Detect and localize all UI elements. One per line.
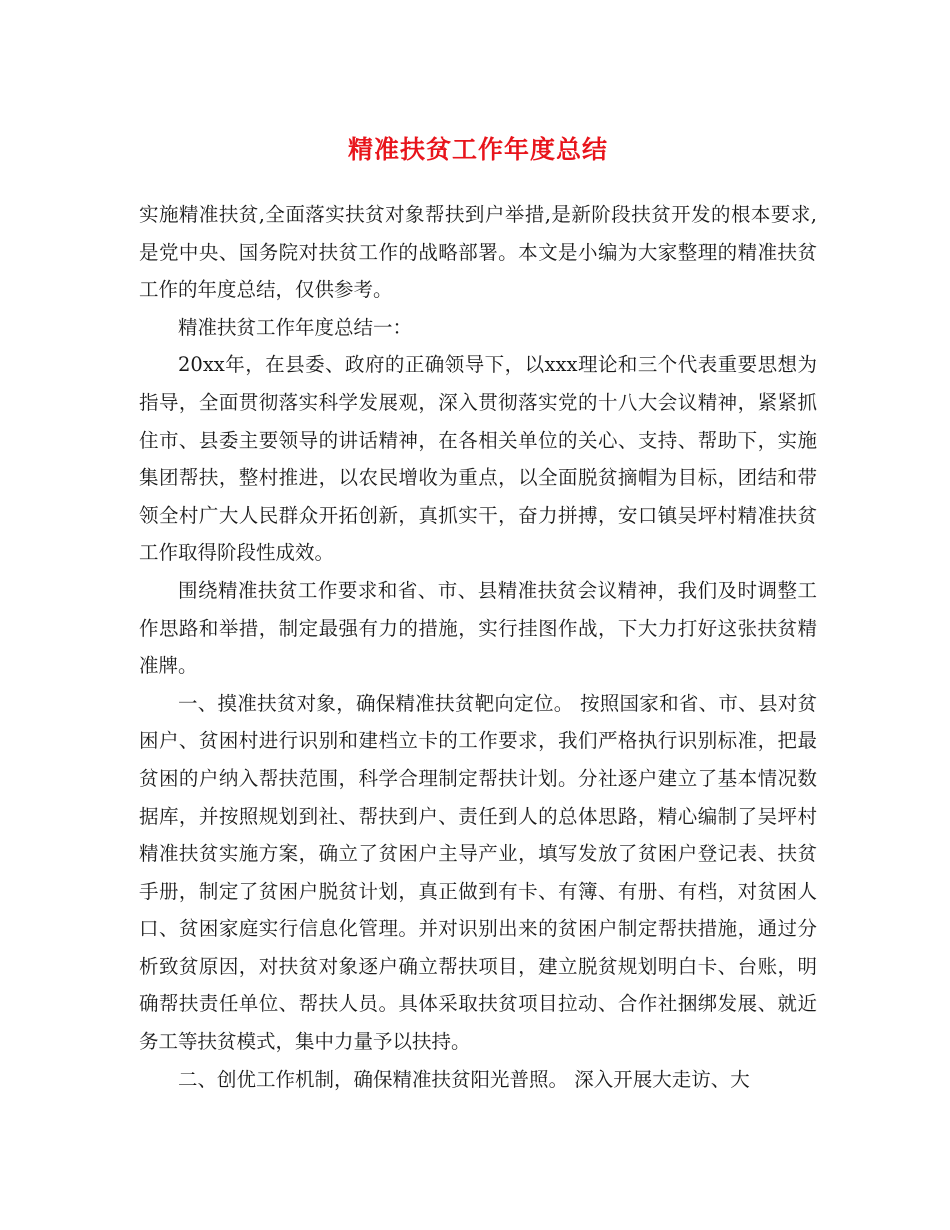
paragraph-approach: 围绕精准扶贫工作要求和省、市、县精准扶贫会议精神，我们及时调整工作思路和举措，制定最强有力的措施，实行挂图作战，下大力打好这张扶贫精准牌。 [139,578,817,678]
paragraph-intro: 实施精准扶贫,全面落实扶贫对象帮扶到户举措,是新阶段扶贫开发的根本要求,是党中央、国务院对扶贫工作的战略部署。本文是小编为大家整理的精准扶贫工作的年度总结，仅供参考。 [139,203,817,302]
paragraph-point-one: 一、摸准扶贫对象，确保精准扶贫靶向定位。 按照国家和省、市、县对贫困户、贫困村进行识别和建档立卡的工作要求，我们严格执行识别标准，把最贫困的户纳入帮扶范围，科学合理制定帮扶计划。分社逐户建立了基本情况数据库，并按照规划到社、帮扶到户、责任到人的总体思路，精心编制了吴坪村精准扶贫实施方案，确立了贫困户主导产业，填写发放了贫困户登记表、扶贫手册，制定了贫困户脱贫计划，真正做到有卡、有簿、有册、有档，对贫困人口、贫困家庭实行信息化管理。并对识别出来的贫困户制定帮扶措施，通过分析致贫原因，对扶贫对象逐户确立帮扶项目，建立脱贫规划明白卡、台账，明确帮扶责任单位、帮扶人员。具体采取扶贫项目拉动、合作社捆绑发展、就近务工等扶贫模式，集中力量予以扶持。 [139,691,817,1054]
paragraph-point-two: 二、创优工作机制，确保精准扶贫阳光普照。 深入开展大走访、大 [178,1067,750,1091]
paragraph-overview: 20xx年，在县委、政府的正确领导下，以xxx理论和三个代表重要思想为指导，全面贯彻落实科学发展观，深入贯彻落实党的十八大会议精神，紧紧抓住市、县委主要领导的讲话精神，在各相关单位的关心、支持、帮助下，实施集团帮扶，整村推进，以农民增收为重点，以全面脱贫摘帽为目标，团结和带领全村广大人民群众开拓创新，真抓实干，奋力拼搏，安口镇吴坪村精准扶贫工作取得阶段性成效。 [139,353,817,565]
document-title: 精准扶贫工作年度总结 [347,135,608,164]
paragraph-section-heading: 精准扶贫工作年度总结一： [178,315,413,339]
document-body [139,196,817,1098]
